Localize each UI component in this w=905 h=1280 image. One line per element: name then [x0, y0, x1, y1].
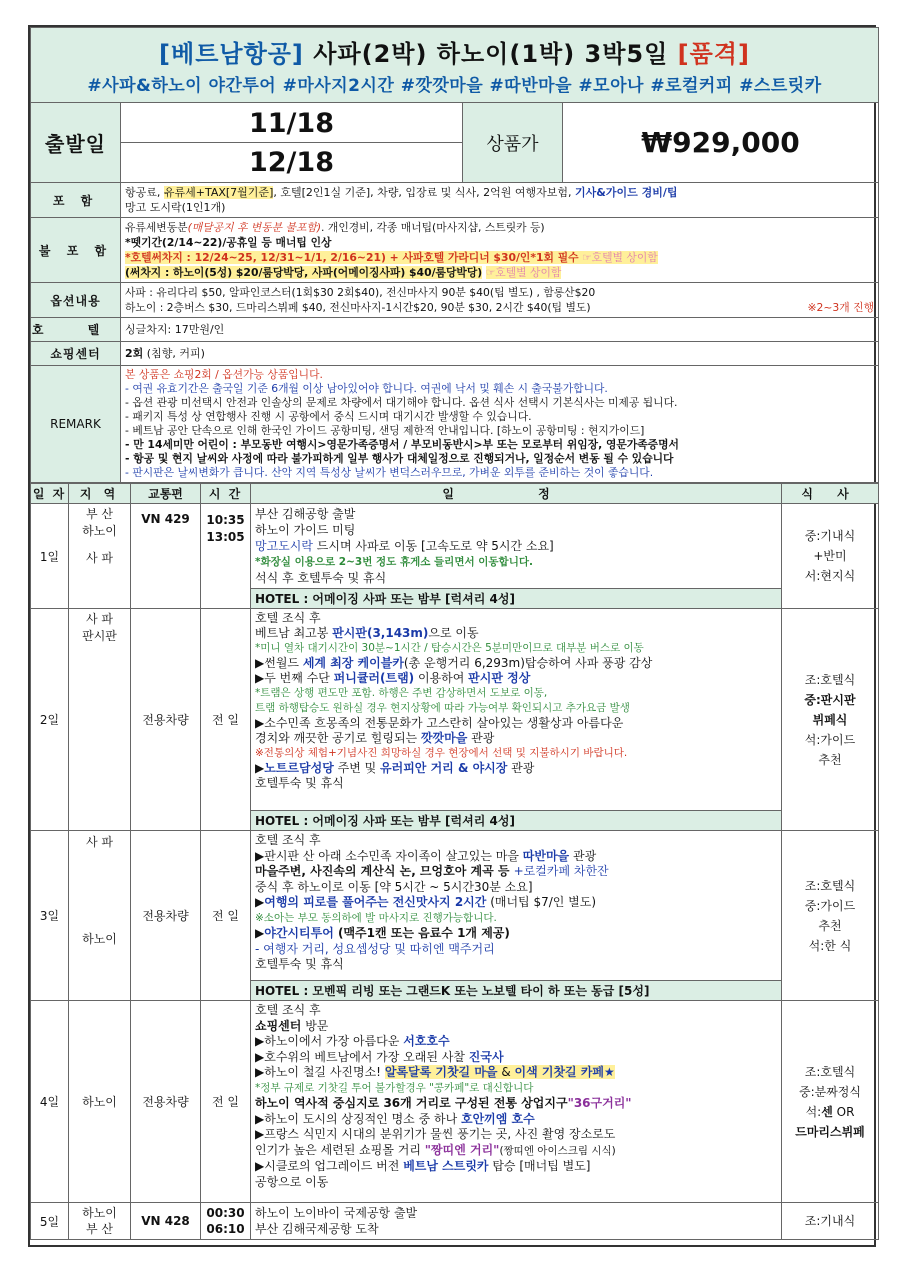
itinerary-line: (총 운행거리 6,293m)탑승하여 사파 풍광 감상 [403, 656, 653, 670]
page-title [31, 28, 878, 69]
day-itinerary [251, 1203, 782, 1240]
hotel-text: 싱글차지: 17만원/인 [121, 318, 879, 342]
itinerary-highlight: 판시판 정상 [468, 671, 531, 685]
itinerary-line: (매너팁 $7/인 별도) [486, 895, 597, 909]
time: 13:05 [206, 530, 245, 544]
place: 하노이 [82, 524, 117, 538]
day-row [31, 831, 879, 981]
itinerary-highlight: 호안끼엠 호수 [461, 1111, 535, 1126]
options-text [121, 283, 879, 318]
remark-line: - 판시판은 날씨변화가 큽니다. 산악 지역 특성상 날씨가 변덕스러우므로, 가벼운 외투를 준비하는 것이 좋습니다. [125, 466, 654, 479]
itinerary-highlight: 망고도시락 [255, 539, 313, 553]
airline-label: [베트남항공] [159, 40, 304, 68]
meal: 추천 [818, 918, 842, 933]
exclude-personal: . 개인경비, 각종 매너팁(마사지샵, 스트릿카 등) [321, 221, 545, 234]
itinerary-line: 마을주변, 사진속의 계산식 논, 므엉호아 계곡 등 [255, 864, 514, 878]
day-times [201, 1203, 251, 1240]
day-label: 4일 [31, 1001, 69, 1203]
remark-line: - 옵션 관광 미선택시 안전과 인솔상의 문제로 차량에서 대기해야 합니다. 옵션 식사 선택시 기본식사는 미제공 됩니다. [125, 396, 678, 409]
itinerary-highlight: +로컬카페 차한잔 [513, 864, 609, 878]
place: 하노이 [82, 1206, 117, 1220]
exclude-surcharge-detail: (써차지 : 하노이(5성) $20/룸당박당, 사파(어메이징사파) $40/룸당박당) [125, 266, 483, 279]
hashtags: #사파&하노이 야간투어 #마사지2시간 #깟깟마을 #따반마을 #모아나 #로컬커피 #스트릿카 [87, 76, 822, 96]
day-transport: VN 429 [131, 504, 201, 609]
itinerary-line: ▶썬월드 [255, 656, 303, 670]
itinerary-highlight: 쇼핑센터 [255, 1018, 302, 1033]
day-transport: 전용차량 [131, 831, 201, 1001]
remark-line: - 패키지 특성 상 연합행사 진행 시 공항에서 중식 드시며 대기시간 발생할 수 있습니다. [125, 410, 532, 423]
day-places [69, 1203, 131, 1240]
header-time: 시 간 [201, 484, 251, 504]
hotel-label: 호 텔 [31, 318, 121, 342]
itinerary-line: 공항으로 이동 [255, 1174, 329, 1189]
meal: +반미 [813, 549, 847, 563]
info-table [30, 27, 879, 483]
shopping-text [121, 342, 879, 366]
itinerary-line: 베트남 최고봉 [255, 626, 333, 640]
day-transport: VN 428 [131, 1203, 201, 1240]
day-label: 1일 [31, 504, 69, 609]
itinerary-line: ▶ [255, 895, 265, 909]
day-time: 전 일 [201, 831, 251, 1001]
meal: 서:현지식 [804, 569, 856, 583]
itinerary-line: ▶소수민족 흐몽족의 전통문화가 고스란히 살아있는 생활상과 아름다운 [255, 716, 624, 730]
day-itinerary [251, 609, 782, 811]
day-meals [782, 1001, 879, 1203]
itinerary-note: *화장실 이용으로 2~3번 정도 휴게소 들리면서 이동합니다. [255, 556, 533, 568]
meal: 조:호텔식 [804, 1064, 856, 1079]
schedule-table [30, 483, 879, 1240]
shopping-label: 쇼핑센터 [31, 342, 121, 366]
day-meals [782, 504, 879, 609]
itinerary-line: (짱띠엔 아이스크림 시식) [499, 1144, 616, 1157]
include-fuel: 유류세+TAX[7월기준] [163, 186, 274, 199]
itinerary-highlight: 노트르담성당 [264, 761, 334, 775]
remark-line: - 여권 유효기간은 출국일 기준 6개월 이상 남아있어야 합니다. 여권에 낙서 및 훼손 시 출국불가합니다. [125, 382, 608, 395]
itinerary-highlight: 알록달록 기찻길 마을 [384, 1065, 498, 1079]
remark-line: - 항공 및 현지 날씨와 사정에 따라 불가피하게 일부 행사가 대체일정으로 진행되거나, 일정순서 변동 될 수 있습니다 [125, 452, 674, 465]
day-time: 전 일 [201, 1001, 251, 1203]
day-meals [782, 609, 879, 831]
itinerary-highlight: 유러피안 거리 & 야시장 [380, 761, 508, 775]
exclude-tet: *뗏기간(2/14~22)/공휴일 등 매너팁 인상 [125, 236, 332, 249]
exclude-fuel-note: (매달공지 후 변동분 불포함) [187, 221, 322, 234]
itinerary-line: ▶두 번째 수단 [255, 671, 334, 685]
itinerary-note: *미니 열차 대기시간이 30분~1시간 / 탑승시간은 5분미만이므로 대부분 버스로 이동 [255, 642, 644, 654]
itinerary-highlight: 서호호수 [403, 1034, 450, 1048]
header-meal: 식 사 [782, 484, 879, 504]
day-meals [782, 831, 879, 1001]
itinerary-highlight: 이색 기찻길 카페★ [514, 1065, 615, 1079]
meal: 석:가이드 [804, 732, 856, 747]
itinerary-highlight: 판시판(3,143m) [332, 626, 429, 640]
itinerary-line: 이용하여 [414, 671, 469, 685]
itinerary-line: 주변 및 [333, 761, 381, 775]
itinerary-line: 부산 김해공항 출발 [255, 507, 356, 521]
place: 사 파 [86, 551, 113, 565]
remark-text [121, 366, 879, 483]
itinerary-line: ▶프랑스 식민지 시대의 분위기가 물씬 풍기는 곳, 사진 촬영 장소로도 [255, 1127, 616, 1141]
remark-line: - 베트남 공안 단속으로 인해 한국인 가이드 공항미팅, 샌딩 제한적 안내입니다. [하노이 공항미팅 : 현지가이드] [125, 424, 645, 437]
itinerary-highlight: 베트남 스트릿카 [403, 1159, 489, 1173]
itinerary-line: 방문 [301, 1018, 329, 1033]
include-mango: 망고 도시락(1인1개) [125, 201, 226, 214]
exclude-fuel: 유류세변동분 [125, 221, 188, 234]
day-places: 하노이 [69, 1001, 131, 1203]
departure-label: 출발일 [31, 103, 121, 183]
itinerary-note: *트램은 상행 편도만 포함. 하행은 주변 감상하면서 도보로 이동, [255, 687, 548, 699]
header-place: 지 역 [69, 484, 131, 504]
time: 00:30 [206, 1206, 245, 1220]
itinerary-line: 호텔 조식 후 [255, 611, 321, 625]
day-label: 5일 [31, 1203, 69, 1240]
shopping-items: (침향, 커피) [143, 347, 205, 360]
place: 하노이 [82, 932, 117, 946]
itinerary-line: (맥주1캔 또는 음료수 1개 제공) [333, 926, 510, 940]
title-block [31, 28, 879, 103]
itinerary-line: ▶판시판 산 아래 소수민족 자이족이 살고있는 마을 [255, 848, 523, 863]
include-part: 항공료, [125, 186, 164, 199]
exclude-text [121, 218, 879, 283]
meal: 조:호텔식 [804, 878, 856, 893]
remark-line: 본 상품은 쇼핑2회 / 옵션가능 상품입니다. [125, 368, 323, 381]
itinerary-line: 관광 [569, 848, 597, 863]
itinerary-sheet [28, 25, 876, 1247]
meal: 석: [805, 1104, 822, 1119]
day-transport: 전용차량 [131, 1001, 201, 1203]
day-itinerary [251, 831, 782, 981]
meal: 조:호텔식 [804, 672, 856, 687]
itinerary-note: 트램 하행탑승도 원하실 경우 현지상황에 따라 가능여부 확인되시고 추가요금 발생 [255, 702, 630, 714]
departure-dates [121, 103, 463, 183]
time: 10:35 [206, 513, 245, 527]
day-itinerary [251, 1001, 782, 1203]
itinerary-line: 호텔투숙 및 휴식 [255, 776, 344, 790]
itinerary-line: ▶하노이 철길 사진명소! [255, 1065, 385, 1079]
remark-label: REMARK [31, 366, 121, 483]
itinerary-line: 하노이 가이드 미팅 [255, 523, 356, 537]
day-row [31, 609, 879, 811]
itinerary-line: 호텔 조식 후 [255, 833, 321, 847]
meal: OR [832, 1104, 855, 1119]
place: 부 산 [86, 1222, 113, 1236]
price-label: 상품가 [463, 103, 563, 183]
itinerary-highlight: 깟깟마을 [420, 731, 468, 745]
day-row [31, 1203, 879, 1240]
title-main: 사파(2박) 하노이(1박) 3박5일 [303, 40, 678, 68]
header-itinerary: 일 정 [251, 484, 782, 504]
itinerary-highlight: 퍼니큘러(트램) [333, 671, 415, 685]
itinerary-highlight: 여행의 피로를 풀어주는 전신맛사지 2시간 [264, 895, 487, 909]
itinerary-line: 으로 이동 [428, 626, 479, 640]
itinerary-line: 인기가 높은 세련된 쇼핑몰 거리 [255, 1142, 425, 1157]
itinerary-line: 관광 [467, 731, 495, 745]
include-part: , 호텔[2인1실 기준], 차량, 입장료 및 식사, 2억원 여행자보험, [273, 186, 576, 199]
itinerary-highlight: 세계 최장 케이블카 [302, 656, 404, 670]
day-row [31, 504, 879, 589]
day-times [201, 504, 251, 609]
exclude-surcharge: *호텔써차지 : 12/24~25, 12/31~1/1, 2/16~21) + 사파호텔 가라디너 $30/인*1회 필수 [125, 251, 579, 264]
schedule-header [31, 484, 879, 504]
price-value: ₩929,000 [563, 103, 879, 183]
departure-date-1: 11/18 [121, 104, 462, 143]
itinerary-line: ▶ [255, 926, 265, 940]
time: 06:10 [206, 1222, 245, 1236]
itinerary-highlight: 진국사 [468, 1049, 504, 1064]
itinerary-line: 석식 후 호텔투숙 및 휴식 [255, 571, 387, 585]
itinerary-line: ▶ [255, 761, 265, 775]
itinerary-line: ▶하노이 도시의 상징적인 명소 중 하나 [255, 1111, 461, 1126]
itinerary-line: - 여행자 거리, 성요셉성당 및 따히엔 맥주거리 [255, 941, 495, 956]
itinerary-line: 하노이 역사적 중심지로 36개 거리로 구성된 전통 상업지구 [255, 1096, 568, 1110]
day-time: 전 일 [201, 609, 251, 831]
itinerary-line: 관광 [507, 761, 535, 775]
place: 부 산 [86, 507, 113, 521]
itinerary-highlight: 따반마을 [522, 848, 570, 863]
exclude-surcharge-note: ☞호텔별 상이함 [578, 251, 658, 264]
meal: 센 [821, 1104, 833, 1119]
day-transport: 전용차량 [131, 609, 201, 831]
options-sapa: 사파 : 유리다리 $50, 알파인코스터(1회$30 2회$40), 전신마사지 90분 $40(팁 별도) , 함롱산$20 [125, 286, 596, 299]
itinerary-line: 드시며 사파로 이동 [고속도로 약 5시간 소요] [312, 539, 554, 553]
include-text [121, 183, 879, 218]
day-hotel: HOTEL : 모벤픽 리빙 또는 그랜드K 또는 노보텔 타이 하 또는 동급 [5성] [251, 981, 782, 1001]
meal: 중:가이드 [804, 898, 856, 913]
include-label: 포 함 [31, 183, 121, 218]
meal: 중:기내식 [804, 529, 856, 543]
itinerary-line: 경치와 깨끗한 공기로 힐링되는 [255, 731, 421, 745]
options-note: ※2~3개 진행 [807, 301, 875, 314]
itinerary-line: 중식 후 하노이로 이동 [약 5시간 ~ 5시간30분 소요] [255, 879, 533, 894]
itinerary-highlight: "짱띠엔 거리" [424, 1142, 500, 1157]
itinerary-line: ▶호수위의 베트남에서 가장 오래된 사찰 [255, 1049, 469, 1064]
exclude-surcharge-note-2: ☞호텔별 상이함 [485, 266, 562, 279]
place: 판시판 [82, 629, 117, 643]
itinerary-line: 호텔 조식 후 [255, 1003, 321, 1017]
day-places [69, 504, 131, 609]
meal: 드마리스뷔페 [795, 1124, 865, 1139]
itinerary-line: ▶하노이에서 가장 아름다운 [255, 1034, 404, 1048]
departure-date-2: 12/18 [248, 146, 334, 178]
day-itinerary [251, 504, 782, 589]
itinerary-note: ※소아는 부모 동의하에 발 마사지로 진행가능합니다. [255, 911, 497, 924]
day-hotel: HOTEL : 어메이징 사파 또는 밤부 [럭셔리 4성] [251, 811, 782, 831]
title-tag: [품격] [677, 40, 750, 68]
itinerary-line: 부산 김해국제공항 도착 [255, 1222, 379, 1236]
header-day: 일 자 [31, 484, 69, 504]
meal: 중:판시판 [804, 692, 856, 707]
options-hanoi: 하노이 : 2층버스 $30, 드마리스뷔페 $40, 전신마사지-1시간$20, 90분 $30, 2시간 $40(팁 별도) [125, 301, 591, 314]
day-hotel: HOTEL : 어메이징 사파 또는 밤부 [럭셔리 4성] [251, 589, 782, 609]
include-guide-fee: 기사&가이드 경비/팁 [575, 186, 678, 199]
itinerary-line: 탑승 [매너팁 별도] [488, 1159, 591, 1173]
itinerary-line: & [497, 1065, 515, 1079]
day-label: 2일 [31, 609, 69, 831]
itinerary-highlight: "36구거리" [567, 1096, 632, 1110]
day-places [69, 831, 131, 1001]
itinerary-line: ▶시클로의 업그레이드 버전 [255, 1159, 404, 1173]
itinerary-highlight: 야간시티투어 [264, 926, 334, 940]
options-label: 옵션내용 [31, 283, 121, 318]
header-transport: 교통편 [131, 484, 201, 504]
itinerary-note: *정부 규제로 기찻길 투어 불가할경우 "콩카페"로 대신합니다 [255, 1081, 534, 1094]
shopping-count: 2회 [125, 347, 144, 360]
day-meals: 조:기내식 [782, 1203, 879, 1240]
meal: 뷔페식 [812, 712, 848, 727]
place: 사 파 [86, 612, 113, 626]
place: 사 파 [86, 835, 113, 849]
exclude-label: 불 포 함 [31, 218, 121, 283]
meal: 중:분짜정식 [798, 1084, 861, 1099]
meal: 추천 [818, 752, 842, 767]
day-places [69, 609, 131, 831]
meal: 석:한 식 [808, 938, 852, 953]
day-row [31, 1001, 879, 1203]
itinerary-note: ※전통의상 체험+기념사진 희망하실 경우 현장에서 선택 및 지불하시기 바랍니다. [255, 747, 628, 759]
itinerary-line: 하노이 노이바이 국제공항 출발 [255, 1206, 418, 1220]
itinerary-line: 호텔투숙 및 휴식 [255, 957, 344, 971]
remark-line: - 만 14세미만 어린이 : 부모동반 여행시>영문가족증명서 / 부모비동반시>부 또는 모로부터 위임장, 영문가족증명서 [125, 438, 679, 451]
day-label: 3일 [31, 831, 69, 1001]
